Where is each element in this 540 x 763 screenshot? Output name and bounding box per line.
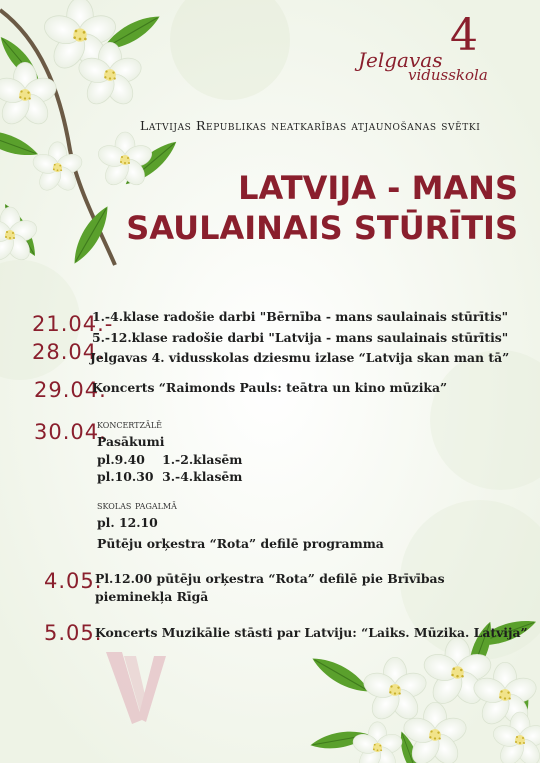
venue-school-yard: skolas pagalmā: [97, 498, 177, 512]
title-line-1: LATVIJA - MANS: [238, 169, 518, 207]
date-2904: 29.04.: [34, 378, 107, 402]
event-item-3: Jelgavas 4. vidusskolas dziesmu izlase “Latvija skan man tā”: [90, 350, 510, 365]
event-3004-slot-1: pl.9.40 1.-2.klasēm: [97, 452, 243, 467]
date-range-end: 28.04.: [32, 340, 105, 364]
event-2904: Koncerts “Raimonds Pauls: teātra un kino mūzika”: [92, 380, 448, 395]
event-0505: Koncerts Muzikālie stāsti par Latviju: “Laiks. Mūzika. Latvija”: [95, 625, 528, 640]
title-line-2: SAULAINAIS STŪRĪTIS: [126, 209, 518, 247]
event-item-1: 1.-4.klase radošie darbi "Bērnība - mans saulainais stūrītis": [92, 309, 509, 324]
school-logo: [354, 10, 524, 88]
event-0405-line-2: pieminekļa Rīgā: [95, 589, 209, 604]
logo-number: 4: [450, 10, 478, 61]
event-3004-heading: Pasākumi: [97, 434, 165, 449]
event-3004-parade: Pūtēju orķestra “Rota” defilē programma: [97, 536, 384, 551]
ribbon-mark: [104, 648, 174, 728]
date-0505: 5.05.: [44, 621, 103, 645]
date-0405: 4.05.: [44, 569, 103, 593]
date-range-start: 21.04.-: [32, 312, 114, 336]
event-item-2: 5.-12.klase radošie darbi "Latvija - mans saulainais stūrītis": [92, 330, 509, 345]
event-3004-slot-2: pl.10.30 3.-4.klasēm: [97, 469, 243, 484]
logo-school-name: Jelgavas: [358, 48, 443, 72]
logo-suffix: vidusskola: [408, 66, 488, 84]
event-0405-line-1: Pl.12.00 pūtēju orķestra “Rota” defilē pie Brīvības: [95, 571, 445, 586]
page-title: [126, 168, 518, 248]
event-3004-time: pl. 12.10: [97, 515, 158, 530]
date-3004: 30.04.: [34, 420, 107, 444]
venue-concert-hall: koncertzālē: [97, 417, 162, 431]
event-subtitle: Latvijas Republikas neatkarības atjaunošanas svētki: [140, 118, 481, 133]
